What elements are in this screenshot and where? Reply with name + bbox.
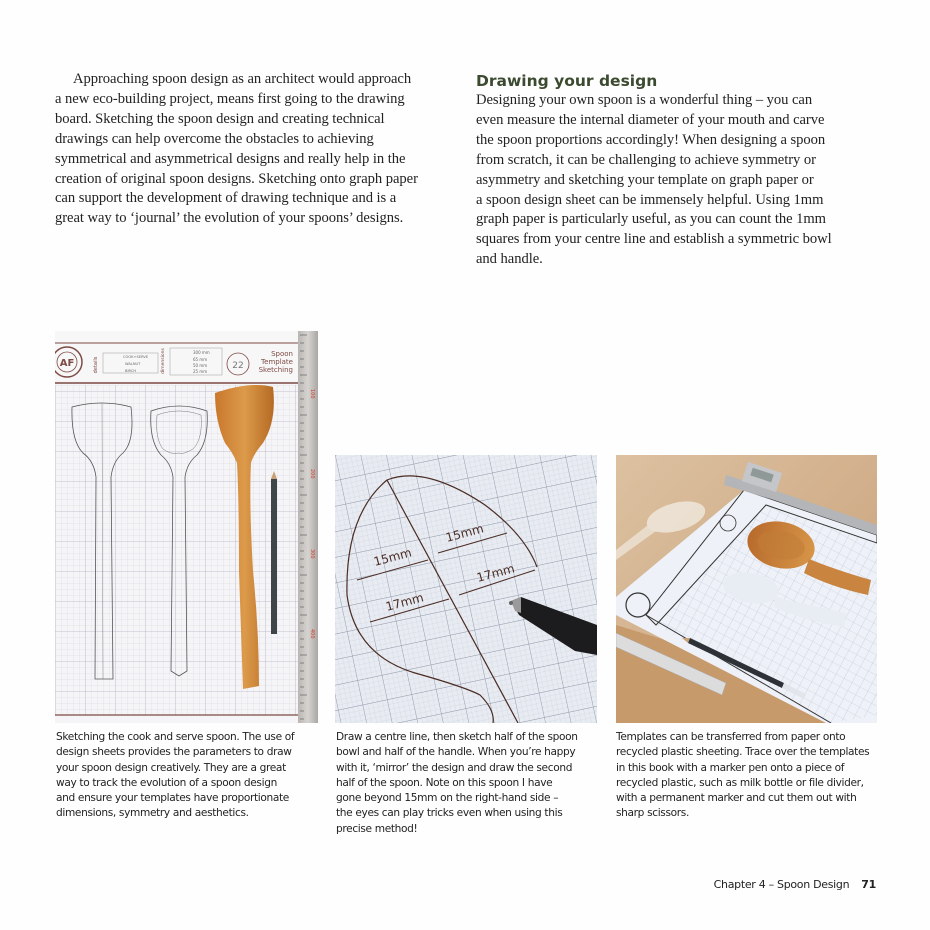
caption-line: design sheets provides the parameters to draw (56, 746, 292, 759)
intro-line: can support the development of drawing technique and is a (55, 190, 397, 207)
section-line: Designing your own spoon is a wonderful thing – you can (476, 92, 813, 108)
caption-line: gone beyond 15mm on the right-hand side – (336, 792, 559, 805)
intro-line: symmetrical and asymmetrical designs and really help in the (55, 150, 406, 167)
caption-line: sharp scissors. (616, 807, 689, 820)
section-line: a spoon design sheet can be immensely helpful. Using 1mm (476, 191, 824, 208)
photo-template-sheet (55, 331, 318, 723)
ruler-mark: 400 (309, 629, 315, 639)
section-line: the spoon proportions accordingly! When designing a spoon (476, 131, 826, 148)
pencil (271, 479, 277, 634)
caption-line: your spoon design creatively. They are a great (56, 761, 286, 774)
annotation-15mm: 15mm (372, 545, 414, 569)
dimension-value: 25 mm (193, 369, 208, 374)
caption-line: recycled plastic sheeting. Trace over the templates (616, 746, 870, 759)
sheet-title: Template (261, 358, 293, 366)
template-sheet-illustration (55, 331, 318, 723)
caption-line: Templates can be transferred from paper onto (616, 731, 846, 743)
ruler-mark: 100 (309, 389, 315, 399)
annotation-15mm: 15mm (444, 521, 486, 545)
details-value: BIRCH (125, 369, 137, 373)
sketch-illustration (335, 455, 597, 723)
caption-line: with a permanent marker and cut them out with (616, 792, 857, 805)
dimension-value: 65 mm (193, 357, 208, 362)
af-logo: AF (59, 358, 75, 369)
section-line: even measure the internal diameter of your mouth and carve (476, 111, 825, 128)
annotation-17mm: 17mm (384, 590, 426, 614)
caption-line: Sketching the cook and serve spoon. The use of (56, 731, 295, 743)
section-line: and handle. (476, 251, 543, 268)
page-footer (714, 878, 876, 891)
caption-line: Draw a centre line, then sketch half of the spoon (336, 731, 578, 743)
details-label: details (93, 356, 99, 374)
section-line: squares from your centre line and establish a symmetric bowl (476, 231, 832, 248)
intro-line: great way to ‘journal’ the evolution of your spoons’ designs. (55, 210, 404, 227)
stamp-number: 22 (232, 361, 244, 371)
section-column (476, 70, 876, 270)
caption-line: dimensions, symmetry and aesthetics. (56, 807, 249, 820)
sheet-title: Spoon (271, 350, 293, 358)
intro-column (55, 70, 463, 229)
caption-template-transfer (616, 730, 869, 822)
page-number: 71 (861, 878, 876, 891)
caption-line: with it, ‘mirror’ the design and draw the second (336, 761, 573, 774)
annotation-17mm: 17mm (475, 561, 517, 585)
intro-line: creation of original spoon designs. Sketching onto graph paper (55, 170, 418, 187)
details-value: COOK+SERVE (123, 355, 149, 359)
photo-template-transfer (616, 455, 877, 723)
intro-line: Approaching spoon design as an architect would approach (73, 71, 412, 87)
intro-paragraph (55, 70, 463, 229)
section-line: asymmetry and sketching your template on graph paper or (476, 171, 814, 188)
sheet-title: Sketching (258, 366, 293, 374)
caption-line: and ensure your templates have proportionate (56, 792, 289, 805)
dimensions-label: dimensions (161, 348, 166, 374)
caption-line: the eyes can play tricks even when using this (336, 807, 563, 820)
ruler-mark: 300 (309, 549, 315, 559)
section-line: from scratch, it can be challenging to achieve symmetry or (476, 151, 816, 168)
dimension-value: 300 mm (193, 350, 210, 355)
photo-centre-line-sketch (335, 455, 597, 723)
caption-line: way to track the evolution of a spoon design (56, 776, 277, 789)
section-line: graph paper is particularly useful, as you can count the 1mm (476, 211, 826, 228)
intro-line: board. Sketching the spoon design and creating technical (55, 110, 385, 127)
intro-line: a new eco-building project, means first going to the drawing (55, 90, 405, 107)
caption-centre-line-sketch (336, 730, 578, 837)
ruler-mark: 200 (309, 469, 315, 479)
caption-line: recycled plastic, such as milk bottle or file divider, (616, 776, 864, 789)
template-transfer-illustration (616, 455, 877, 723)
section-paragraph (476, 91, 876, 270)
chapter-title: Chapter 4 – Spoon Design (713, 878, 850, 891)
caption-line: bowl and half of the handle. When you’re happy (336, 746, 576, 759)
intro-line: drawings can help overcome the obstacles to achieving (55, 130, 374, 147)
section-heading: Drawing your design (476, 72, 658, 90)
caption-line: half of the spoon. Note on this spoon I have (336, 776, 553, 789)
caption-line: precise method! (336, 822, 418, 835)
dimension-value: 50 mm (193, 363, 208, 368)
caption-line: in this book with a marker pen onto a piece of (616, 761, 845, 774)
details-value: WALNUT (125, 362, 141, 366)
caption-template-sheet (56, 730, 294, 822)
